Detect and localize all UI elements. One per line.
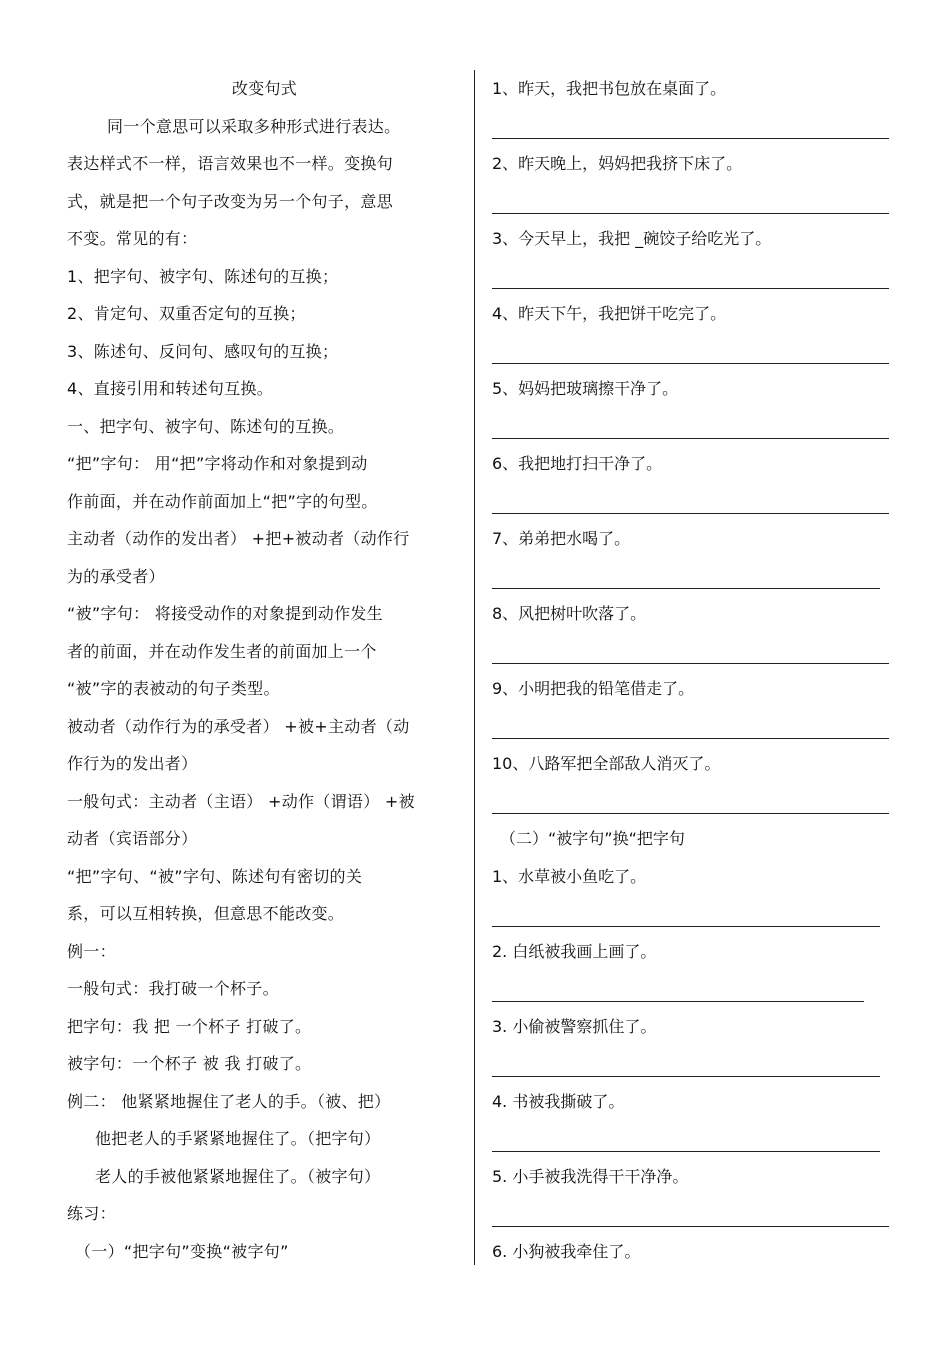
- answer-line[interactable]: [492, 108, 892, 146]
- type-item: 3、陈述句、反问句、感叹句的互换；: [67, 341, 339, 361]
- left-column: [67, 70, 462, 1270]
- exercise-section-heading: （一）“把字句”变换“被字句”: [75, 1241, 289, 1261]
- explanation-text: “被”字句： 将接受动作的对象提到动作发生: [67, 604, 383, 623]
- intro-text: 表达样式不一样，语言效果也不一样。变换句: [67, 154, 394, 173]
- explanation-text: “把”字句： 用“把”字将动作和对象提到动: [67, 454, 368, 473]
- exercise-question: 2、昨天晚上，妈妈把我挤下床了。: [492, 154, 743, 173]
- intro-text: 式，就是把一个句子改变为另一个句子，意思: [67, 191, 394, 211]
- answer-line[interactable]: [492, 783, 892, 821]
- formula-text: 为的承受者）: [67, 566, 165, 586]
- explanation-text: “被”字的表被动的句子类型。: [67, 679, 280, 698]
- example-label: 例一：: [67, 941, 116, 961]
- exercise-question: 8、风把树叶吹落了。: [492, 604, 647, 623]
- answer-line[interactable]: [492, 483, 892, 521]
- explanation-text: 者的前面，并在动作发生者的前面加上一个: [67, 641, 377, 661]
- formula-text: 被动者（动作行为的承受者） +被+主动者（动: [67, 716, 410, 736]
- answer-line[interactable]: [492, 1045, 892, 1083]
- type-item: 1、把字句、被字句、陈述句的互换；: [67, 266, 339, 286]
- type-item: 2、肯定句、双重否定句的互换；: [67, 304, 306, 323]
- example-text: 一般句式：我打破一个杯子。: [67, 979, 279, 998]
- answer-line[interactable]: [492, 333, 892, 371]
- exercise-question: 10、八路军把全部敌人消灭了。: [492, 754, 721, 773]
- intro-text: 不变。常见的有：: [67, 229, 198, 248]
- explanation-text: “把”字句、“被”字句、陈述句有密切的关: [67, 866, 363, 886]
- explanation-text: 系，可以互相转换，但意思不能改变。: [67, 904, 345, 923]
- exercise-question: 6. 小狗被我牵住了。: [492, 1241, 641, 1261]
- column-divider: [474, 70, 475, 1265]
- exercise-question: 4、昨天下午，我把饼干吃完了。: [492, 304, 727, 323]
- exercise-question: 3. 小偷被警察抓住了。: [492, 1016, 657, 1036]
- right-column: [492, 70, 892, 1270]
- answer-line[interactable]: [492, 1195, 892, 1233]
- type-item: 4、直接引用和转述句互换。: [67, 379, 274, 398]
- formula-text: 主动者（动作的发出者） +把+被动者（动作行: [67, 529, 410, 548]
- explanation-text: 作前面，并在动作前面加上“把”字的句型。: [67, 491, 378, 511]
- example-text: 被字句：一个杯子 被 我 打破了。: [67, 1054, 312, 1073]
- exercise-question: 6、我把地打扫干净了。: [492, 454, 663, 473]
- exercise-question: 4. 书被我撕破了。: [492, 1091, 625, 1111]
- exercise-question: 3、今天早上，我把 _碗饺子给吃光了。: [492, 229, 772, 248]
- answer-line[interactable]: [492, 183, 892, 221]
- answer-line[interactable]: [492, 258, 892, 296]
- answer-line[interactable]: [492, 970, 892, 1008]
- example-text: 例二： 他紧紧地握住了老人的手。（被、把）: [67, 1091, 391, 1111]
- answer-line[interactable]: [492, 408, 892, 446]
- exercise-question: 1、昨天，我把书包放在桌面了。: [492, 79, 727, 98]
- exercise-question: 5. 小手被我洗得干干净净。: [492, 1166, 689, 1186]
- exercise-section-heading: （二）“被字句”换“把字句: [500, 829, 685, 848]
- exercise-question: 1、水草被小鱼吃了。: [492, 866, 647, 886]
- exercise-question: 2. 白纸被我画上画了。: [492, 941, 657, 961]
- example-text: 老人的手被他紧紧地握住了。（被字句）: [95, 1166, 381, 1186]
- answer-line[interactable]: [492, 558, 892, 596]
- formula-text: 一般句式：主动者（主语） +动作（谓语） +被: [67, 791, 415, 811]
- page-title: 改变句式: [231, 79, 298, 98]
- formula-text: 作行为的发出者）: [67, 754, 198, 773]
- exercise-question: 5、妈妈把玻璃擦干净了。: [492, 379, 679, 398]
- answer-line[interactable]: [492, 708, 892, 746]
- practice-label: 练习：: [67, 1204, 116, 1223]
- answer-line[interactable]: [492, 633, 892, 671]
- section-heading: 一、把字句、被字句、陈述句的互换。: [67, 416, 345, 436]
- exercise-question: 7、弟弟把水喝了。: [492, 529, 631, 548]
- formula-text: 动者（宾语部分）: [67, 829, 198, 848]
- example-text: 他把老人的手紧紧地握住了。（把字句）: [95, 1129, 381, 1148]
- intro-text: 同一个意思可以采取多种形式进行表达。: [107, 116, 401, 136]
- example-text: 把字句：我 把 一个杯子 打破了。: [67, 1016, 312, 1036]
- answer-line[interactable]: [492, 1120, 892, 1158]
- exercise-question: 9、小明把我的铅笔借走了。: [492, 679, 695, 698]
- answer-line[interactable]: [492, 895, 892, 933]
